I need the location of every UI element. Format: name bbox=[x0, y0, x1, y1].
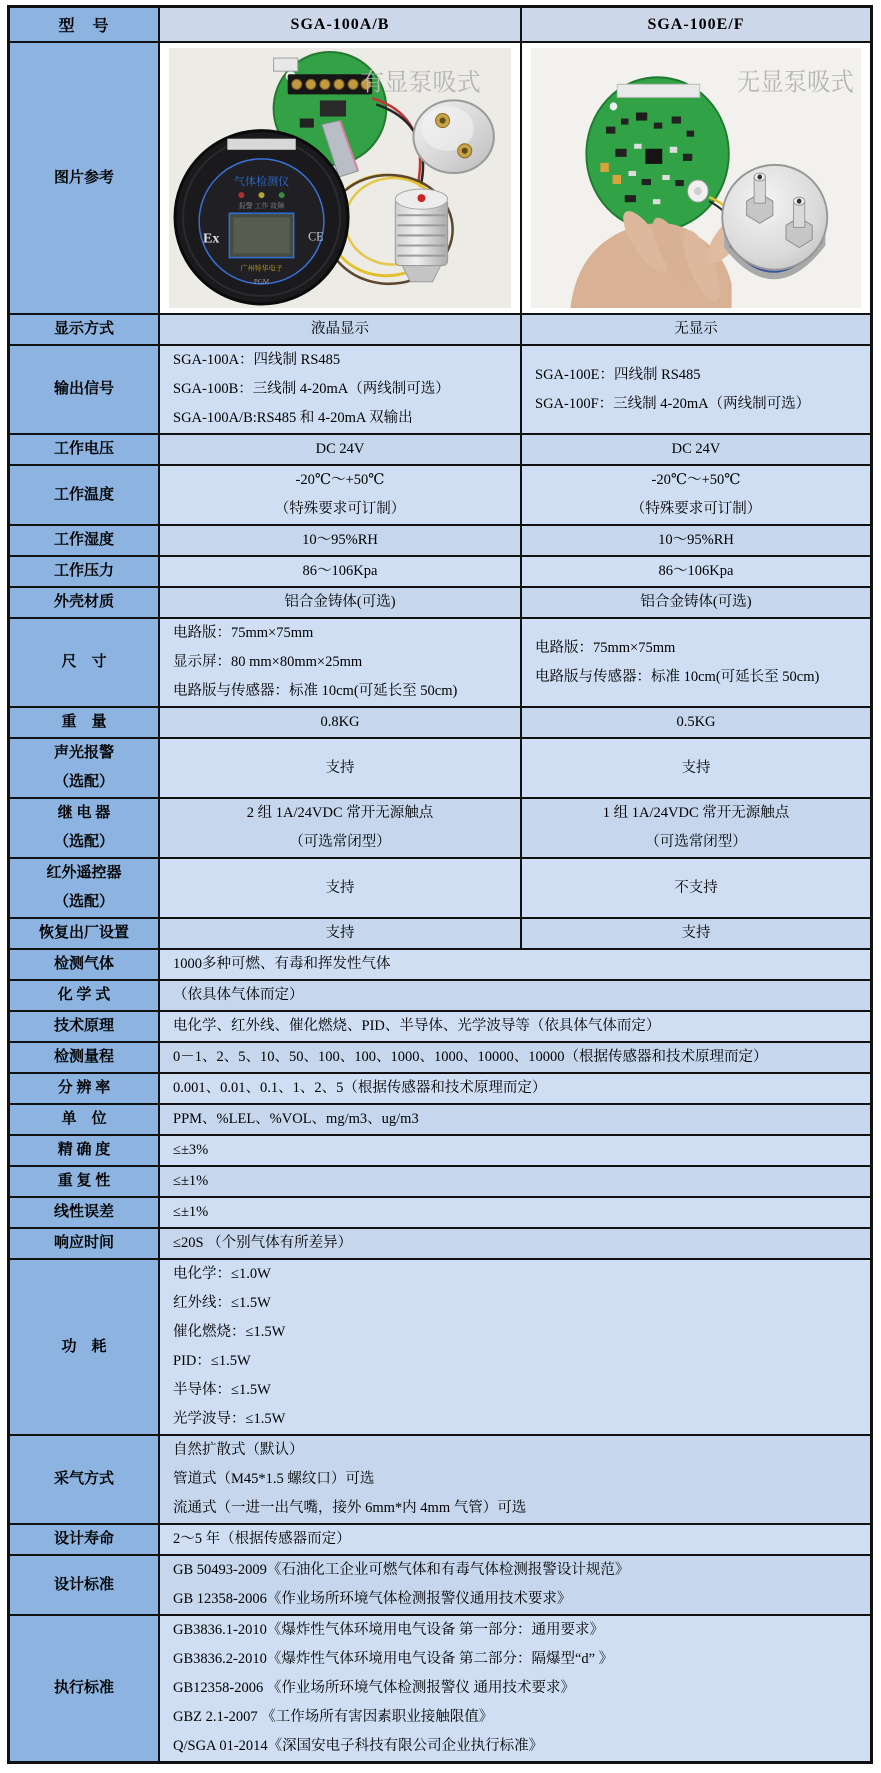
cell-line: 10～95%RH bbox=[302, 532, 378, 548]
spec-row bbox=[10, 948, 870, 979]
device-led-labels: 报警 工作 故障 bbox=[238, 202, 285, 211]
device-title: 气体检测仪 bbox=[233, 176, 290, 189]
spec-row bbox=[10, 1072, 870, 1103]
pump-cylinder bbox=[413, 100, 493, 173]
cell-line: 不支持 bbox=[674, 879, 718, 896]
row-value bbox=[160, 435, 520, 464]
row-value bbox=[160, 557, 520, 586]
row-label bbox=[10, 1198, 160, 1227]
row-value bbox=[520, 919, 870, 948]
row-label bbox=[10, 557, 160, 586]
row-value bbox=[160, 799, 520, 857]
spec-row bbox=[10, 1010, 870, 1041]
cell-line: 化 学 式 bbox=[57, 987, 111, 1003]
cell-line: GB12358-2006 《作业场所环境气体检测报警仪 通用技术要求》 bbox=[173, 1680, 575, 1696]
row-label bbox=[10, 1136, 160, 1165]
row-value bbox=[160, 1229, 870, 1258]
sensor-cylinder bbox=[395, 189, 447, 282]
row-value bbox=[520, 466, 870, 524]
row-value bbox=[520, 557, 870, 586]
cell-line: 分 辨 率 bbox=[57, 1080, 111, 1096]
photo-row-label: 图片参考 bbox=[10, 43, 160, 313]
cell-line: SGA-100B：三线制 4-20mA（两线制可选） bbox=[173, 381, 450, 397]
row-label bbox=[10, 1436, 160, 1523]
cell-line: 铝合金铸体(可选) bbox=[284, 594, 396, 610]
cell-line: GBZ 2.1-2007 《工作场所有害因素职业接触限值》 bbox=[173, 1709, 494, 1725]
cell-line: 外壳材质 bbox=[53, 594, 114, 610]
cell-line: 采气方式 bbox=[53, 1471, 114, 1487]
spec-row bbox=[10, 524, 870, 555]
cell-line: 重 复 性 bbox=[57, 1173, 111, 1189]
cell-line: 电路版与传感器：标准 10cm(可延长至 50cm) bbox=[535, 668, 820, 685]
cell-line: 响应时间 bbox=[53, 1235, 114, 1251]
cell-line: （特殊要求可订制） bbox=[630, 501, 762, 517]
row-value bbox=[520, 619, 870, 706]
row-label bbox=[10, 1229, 160, 1258]
row-value bbox=[520, 708, 870, 737]
cell-line: 显示方式 bbox=[53, 321, 114, 337]
row-label bbox=[10, 588, 160, 617]
row-value bbox=[160, 739, 520, 797]
cell-line: 声光报警 bbox=[53, 745, 114, 761]
cell-line: 无显示 bbox=[674, 321, 718, 337]
row-value bbox=[160, 1525, 870, 1554]
gas-detector-device bbox=[175, 131, 348, 304]
row-label bbox=[10, 435, 160, 464]
spec-row bbox=[10, 1554, 870, 1614]
cell-line: GB3836.1-2010《爆炸性气体环境用电气设备 第一部分：通用要求》 bbox=[173, 1622, 604, 1638]
row-label bbox=[10, 950, 160, 979]
row-label bbox=[10, 799, 160, 857]
row-value bbox=[520, 739, 870, 797]
row-value bbox=[160, 1616, 870, 1761]
row-value bbox=[160, 859, 520, 917]
row-label bbox=[10, 346, 160, 433]
cell-line: 电化学、红外线、催化燃烧、PID、半导体、光学波导等（依具体气体而定） bbox=[173, 1018, 661, 1034]
cell-line: 恢复出厂设置 bbox=[38, 925, 129, 941]
cell-line: 输出信号 bbox=[53, 381, 114, 397]
spec-sheet-page bbox=[0, 5, 881, 1773]
row-label bbox=[10, 1260, 160, 1434]
row-label bbox=[10, 981, 160, 1010]
cell-line: 精 确 度 bbox=[57, 1142, 111, 1158]
row-value bbox=[160, 1043, 870, 1072]
cell-line: 1 组 1A/24VDC 常开无源触点 bbox=[602, 805, 790, 821]
row-label bbox=[10, 619, 160, 706]
cell-line: DC 24V bbox=[671, 441, 721, 457]
cell-line: 电路版与传感器：标准 10cm(可延长至 50cm) bbox=[173, 683, 458, 699]
cell-line: GB 12358-2006《作业场所环境气体检测报警仪通用技术要求》 bbox=[173, 1591, 572, 1607]
cell-line: SGA-100A：四线制 RS485 bbox=[173, 352, 341, 368]
spec-row bbox=[10, 917, 870, 948]
cell-line: 催化燃烧：≤1.5W bbox=[173, 1324, 286, 1340]
cell-line: （可选常闭型） bbox=[645, 834, 747, 850]
cell-line: -20℃～+50℃ bbox=[651, 472, 741, 488]
product-photo-sga-100ef bbox=[520, 43, 870, 313]
cell-line: 重 量 bbox=[61, 714, 107, 730]
cell-line: 2 组 1A/24VDC 常开无源触点 bbox=[246, 805, 434, 821]
cell-line: GB3836.2-2010《爆炸性气体环境用电气设备 第二部分：隔爆型“d” 》 bbox=[173, 1651, 614, 1667]
spec-row bbox=[10, 979, 870, 1010]
row-value bbox=[160, 1436, 870, 1523]
cell-line: （选配） bbox=[53, 774, 114, 790]
row-label bbox=[10, 1105, 160, 1134]
row-value bbox=[160, 466, 520, 524]
product-photo-sga-100ab bbox=[160, 43, 520, 313]
row-value bbox=[520, 859, 870, 917]
cell-line: PID：≤1.5W bbox=[173, 1353, 251, 1369]
cell-line: 光学波导：≤1.5W bbox=[173, 1411, 286, 1427]
spec-row bbox=[10, 1614, 870, 1761]
cell-line: 0.001、0.01、0.1、1、2、5（根据传感器和技术原理而定） bbox=[173, 1080, 547, 1096]
cell-line: 电路版：75mm×75mm bbox=[535, 639, 676, 656]
cell-line: 86～106Kpa bbox=[658, 563, 734, 579]
row-label bbox=[10, 919, 160, 948]
spec-row bbox=[10, 1041, 870, 1072]
cell-line: 铝合金铸体(可选) bbox=[640, 594, 752, 610]
row-value bbox=[160, 1136, 870, 1165]
table-header-row bbox=[10, 8, 870, 41]
row-value bbox=[520, 435, 870, 464]
cell-line: 管道式（M45*1.5 螺纹口）可选 bbox=[173, 1471, 375, 1487]
cell-line: 工作压力 bbox=[53, 563, 114, 579]
cell-line: （依具体气体而定） bbox=[173, 987, 304, 1003]
cell-line: 技术原理 bbox=[53, 1018, 114, 1034]
spec-row bbox=[10, 344, 870, 433]
spec-row bbox=[10, 1134, 870, 1165]
row-value bbox=[160, 950, 870, 979]
product-spec-table bbox=[7, 5, 873, 1764]
right-photo-watermark: 无显泵吸式 bbox=[736, 68, 854, 97]
cell-line: ≤±1% bbox=[173, 1173, 209, 1189]
cell-line: 10～95%RH bbox=[658, 532, 734, 548]
cell-line: ≤±1% bbox=[173, 1204, 209, 1220]
left-photo-watermark: 有显泵吸式 bbox=[360, 69, 481, 97]
cell-line: SGA-100F：三线制 4-20mA（两线制可选） bbox=[535, 395, 811, 412]
row-label bbox=[10, 315, 160, 344]
row-value bbox=[520, 315, 870, 344]
spec-row bbox=[10, 1434, 870, 1523]
cell-line: （特殊要求可订制） bbox=[274, 501, 406, 517]
row-value bbox=[520, 799, 870, 857]
cell-line: 显示屏：80 mm×80mm×25mm bbox=[173, 654, 363, 670]
row-value bbox=[160, 1074, 870, 1103]
row-label bbox=[10, 466, 160, 524]
row-label bbox=[10, 859, 160, 917]
cell-line: 0.5KG bbox=[676, 714, 716, 730]
cell-line: 工作湿度 bbox=[53, 532, 114, 548]
row-value bbox=[160, 708, 520, 737]
photo-left-illustration bbox=[169, 48, 511, 308]
row-label bbox=[10, 1012, 160, 1041]
cell-line: 继 电 器 bbox=[57, 805, 111, 821]
spec-row bbox=[10, 1103, 870, 1134]
cell-line: 执行标准 bbox=[53, 1680, 114, 1696]
device-brand: 广州特华电子 bbox=[240, 264, 283, 273]
cell-line: 设计寿命 bbox=[53, 1531, 114, 1547]
spec-row bbox=[10, 706, 870, 737]
spec-row bbox=[10, 1227, 870, 1258]
row-value bbox=[160, 919, 520, 948]
cell-line: 工作温度 bbox=[53, 486, 114, 503]
cell-line: 功 耗 bbox=[61, 1338, 107, 1355]
cell-line: GB 50493-2009《石油化工企业可燃气体和有毒气体检测报警设计规范》 bbox=[173, 1562, 630, 1578]
cell-line: PPM、%LEL、%VOL、mg/m3、ug/m3 bbox=[173, 1111, 419, 1127]
cell-line: 单 位 bbox=[61, 1111, 107, 1127]
cell-line: 半导体：≤1.5W bbox=[173, 1382, 271, 1398]
cell-line: 线性误差 bbox=[53, 1204, 114, 1220]
cell-line: 支持 bbox=[681, 759, 711, 776]
cell-line: 自然扩散式（默认） bbox=[173, 1442, 304, 1458]
cell-line: 红外线：≤1.5W bbox=[173, 1295, 271, 1311]
spec-row bbox=[10, 857, 870, 917]
photo-right-illustration bbox=[531, 48, 861, 308]
row-value bbox=[160, 315, 520, 344]
cell-line: 0－1、2、5、10、50、100、100、1000、1000、10000、10000（根据传感器和技术原理而定） bbox=[173, 1049, 768, 1065]
cell-line: 流通式（一进一出气嘴，接外 6mm*内 4mm 气管）可选 bbox=[173, 1500, 527, 1516]
row-value bbox=[160, 1556, 870, 1614]
row-label bbox=[10, 1043, 160, 1072]
row-label bbox=[10, 1167, 160, 1196]
row-label bbox=[10, 526, 160, 555]
spec-row bbox=[10, 1258, 870, 1434]
spec-row bbox=[10, 617, 870, 706]
device-ex-mark: Ex bbox=[203, 230, 220, 247]
photo-row bbox=[10, 41, 870, 313]
spec-row bbox=[10, 1196, 870, 1227]
row-value bbox=[160, 1167, 870, 1196]
cell-line: SGA-100A/B:RS485 和 4-20mA 双输出 bbox=[173, 410, 413, 426]
cell-line: 86～106Kpa bbox=[302, 563, 378, 579]
row-label bbox=[10, 739, 160, 797]
row-label bbox=[10, 1525, 160, 1554]
row-value bbox=[160, 526, 520, 555]
header-model-e-f: SGA-100E/F bbox=[520, 8, 870, 41]
cell-line: （选配） bbox=[53, 894, 114, 910]
cell-line: 支持 bbox=[325, 759, 355, 776]
row-value bbox=[520, 346, 870, 433]
device-ce-mark: CE bbox=[308, 229, 324, 244]
row-value bbox=[160, 588, 520, 617]
cell-line: 液晶显示 bbox=[311, 321, 369, 337]
row-value bbox=[160, 1260, 870, 1434]
row-value bbox=[160, 1105, 870, 1134]
row-value bbox=[160, 1012, 870, 1041]
row-label bbox=[10, 1074, 160, 1103]
row-value bbox=[160, 346, 520, 433]
cell-line: Q/SGA 01-2014《深国安电子科技有限公司企业执行标准》 bbox=[173, 1738, 544, 1754]
cell-line: （可选常闭型） bbox=[289, 834, 391, 850]
cell-line: 1000多种可燃、有毒和挥发性气体 bbox=[173, 956, 391, 972]
row-label bbox=[10, 1556, 160, 1614]
spec-row bbox=[10, 737, 870, 797]
cell-line: 2～5 年（根据传感器而定） bbox=[173, 1531, 351, 1547]
cell-line: 设计标准 bbox=[53, 1576, 114, 1593]
cell-line: （选配） bbox=[53, 834, 114, 850]
row-value bbox=[160, 619, 520, 706]
cell-line: DC 24V bbox=[315, 441, 365, 457]
row-value bbox=[160, 981, 870, 1010]
spec-rows-container bbox=[10, 313, 870, 1761]
cell-line: 红外遥控器 bbox=[46, 865, 122, 881]
row-value bbox=[520, 526, 870, 555]
spec-row bbox=[10, 313, 870, 344]
cell-line: -20℃～+50℃ bbox=[295, 472, 385, 488]
spec-row bbox=[10, 555, 870, 586]
cell-line: 支持 bbox=[325, 925, 355, 941]
spec-row bbox=[10, 433, 870, 464]
spec-row bbox=[10, 797, 870, 857]
cell-line: 0.8KG bbox=[320, 714, 360, 730]
header-model-label: 型 号 bbox=[10, 8, 160, 41]
cell-line: SGA-100E：四线制 RS485 bbox=[535, 366, 701, 383]
header-model-a-b: SGA-100A/B bbox=[160, 8, 520, 41]
cell-line: 尺 寸 bbox=[61, 654, 107, 670]
spec-row bbox=[10, 464, 870, 524]
spec-row bbox=[10, 586, 870, 617]
row-value bbox=[520, 588, 870, 617]
cell-line: 支持 bbox=[681, 925, 711, 941]
device-pgm-button-label: PGM bbox=[253, 277, 270, 286]
spec-row bbox=[10, 1165, 870, 1196]
cell-line: ≤±3% bbox=[173, 1142, 209, 1158]
row-label bbox=[10, 708, 160, 737]
row-value bbox=[160, 1198, 870, 1227]
cell-line: ≤20S （个别气体有所差异） bbox=[173, 1235, 353, 1251]
cell-line: 电化学：≤1.0W bbox=[173, 1266, 271, 1282]
spec-row bbox=[10, 1523, 870, 1554]
row-label bbox=[10, 1616, 160, 1761]
cell-line: 检测气体 bbox=[53, 956, 114, 972]
cell-line: 检测量程 bbox=[53, 1049, 114, 1065]
cell-line: 支持 bbox=[325, 879, 355, 896]
cell-line: 工作电压 bbox=[53, 441, 114, 457]
cell-line: 电路版：75mm×75mm bbox=[173, 625, 314, 641]
